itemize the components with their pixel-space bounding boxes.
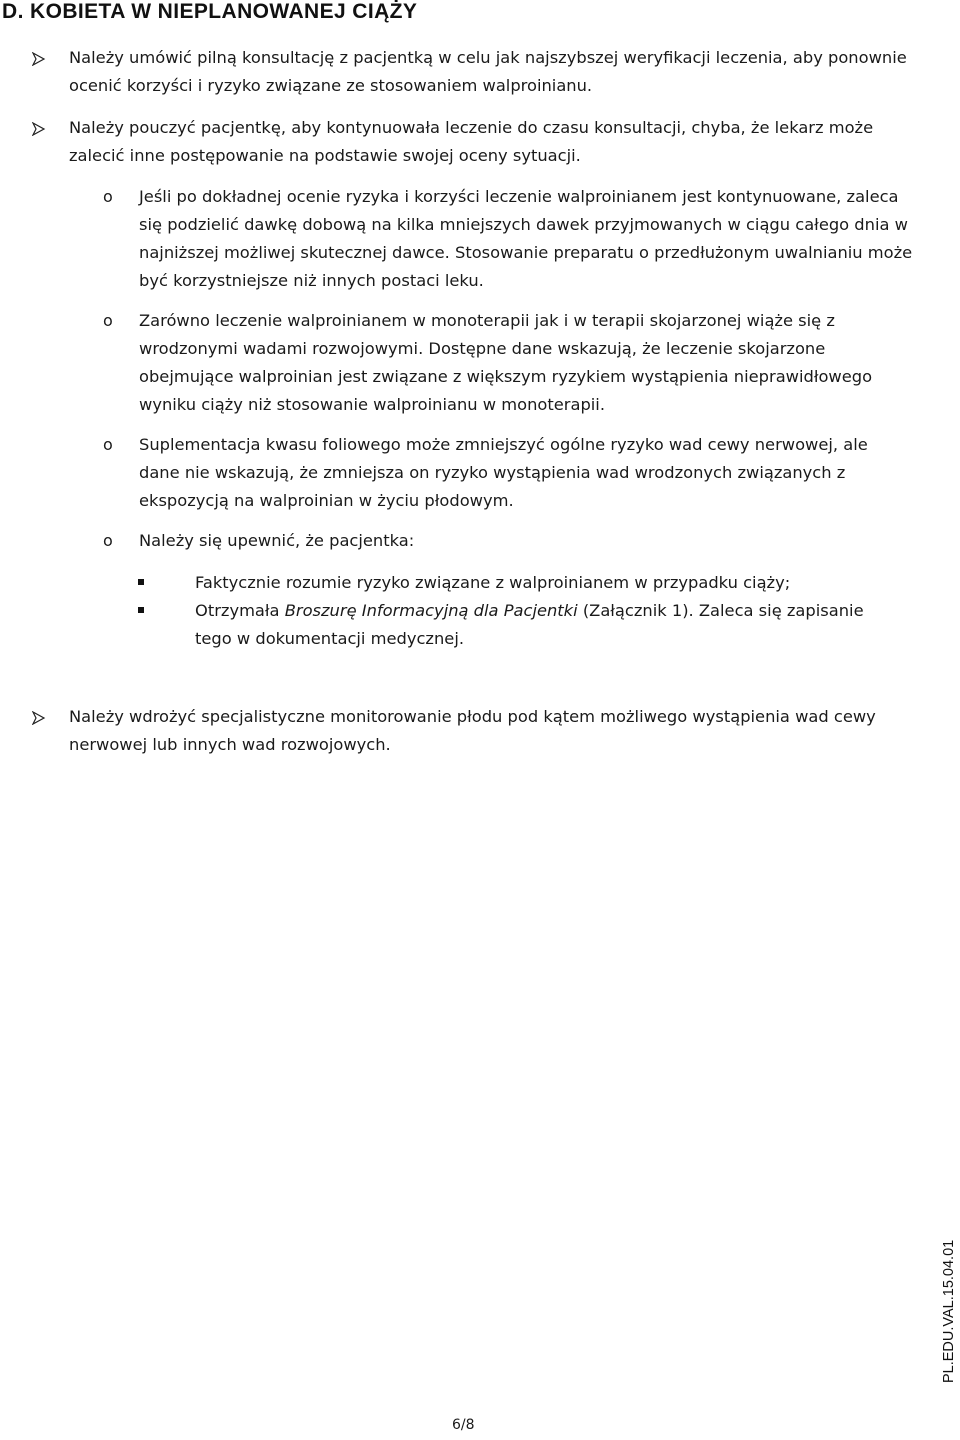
list-item-text: Należy wdrożyć specjalistyczne monitorowanie płodu pod kątem możliwego wystąpienia wad cewy nerwowej lub innych wad rozwojowych. [69, 707, 876, 754]
sub-list-item [103, 527, 913, 555]
nested-list-item-text [195, 597, 878, 653]
arrow-bullet-icon [32, 52, 46, 66]
sub-list-item [103, 431, 913, 515]
document-code [926, 1235, 960, 1385]
circle-bullet: o [103, 311, 113, 330]
list-item [32, 114, 912, 170]
nested-list-item [138, 597, 878, 653]
circle-bullet: o [103, 187, 113, 206]
circle-bullet: o [103, 435, 113, 454]
list-item-text: Należy umówić pilną konsultację z pacjentką w celu jak najszybszej weryfikacji leczenia, aby ponownie ocenić korzyści i ryzyko związane ze stosowaniem walproinianu. [69, 48, 907, 95]
square-bullet-icon [138, 579, 144, 585]
nested-list-item-text: Faktycznie rozumie ryzyko związane z walproinianem w przypadku ciąży; [195, 573, 791, 592]
nested-list-item [138, 569, 878, 597]
list-item [32, 44, 912, 100]
arrow-bullet-icon [32, 122, 46, 136]
list-item-text: Należy pouczyć pacjentkę, aby kontynuowała leczenie do czasu konsultacji, chyba, że lekarz może zalecić inne postępowanie na podstawie swojej oceny sytuacji. [69, 118, 874, 165]
svg-text:PL.EDU.VAL.15.04.01: PL.EDU.VAL.15.04.01 [941, 1239, 957, 1383]
sub-list-item-text: Należy się upewnić, że pacjentka: [139, 531, 415, 550]
section-heading: D. KOBIETA W NIEPLANOWANEJ CIĄŻY [2, 0, 418, 23]
page-number: 6/8 [452, 1417, 475, 1433]
sub-list-item [103, 183, 913, 295]
text-suffix: (Załącznik 1). Zaleca się zapisanie tego w dokumentacji medycznej. [195, 601, 864, 648]
text-prefix: Otrzymała [195, 601, 285, 620]
sub-list-item-text: Suplementacja kwasu foliowego może zmniejszyć ogólne ryzyko wad cewy nerwowej, ale dane nie wskazują, że zmniejsza on ryzyko wystąpienia wad wrodzonych związanych z ekspozycją na walproinian w życiu płodowym. [139, 435, 868, 510]
brochure-title: Broszurę Informacyjną dla Pacjentki [284, 601, 578, 620]
sub-list-item [103, 307, 913, 419]
list-item [32, 703, 912, 759]
arrow-bullet-icon [32, 711, 46, 725]
sub-list-item-text: Zarówno leczenie walproinianem w monoterapii jak i w terapii skojarzonej wiąże się z wrodzonymi wadami rozwojowymi. Dostępne dane wskazują, że leczenie skojarzone obejmujące walproinian jest związane z większym ryzykiem wystąpienia nieprawidłowego wyniku ciąży niż stosowanie walproinianu w monoterapii. [139, 311, 873, 414]
circle-bullet: o [103, 531, 113, 550]
square-bullet-icon [138, 607, 144, 613]
sub-list-item-text: Jeśli po dokładnej ocenie ryzyka i korzyści leczenie walproinianem jest kontynuowane, zaleca się podzielić dawkę dobową na kilka mniejszych dawek przyjmowanych w ciągu całego dnia w najniższej możliwej skutecznej dawce. Stosowanie preparatu o przedłużonym uwalnianiu może być korzystniejsze niż innych postaci leku. [139, 187, 913, 290]
